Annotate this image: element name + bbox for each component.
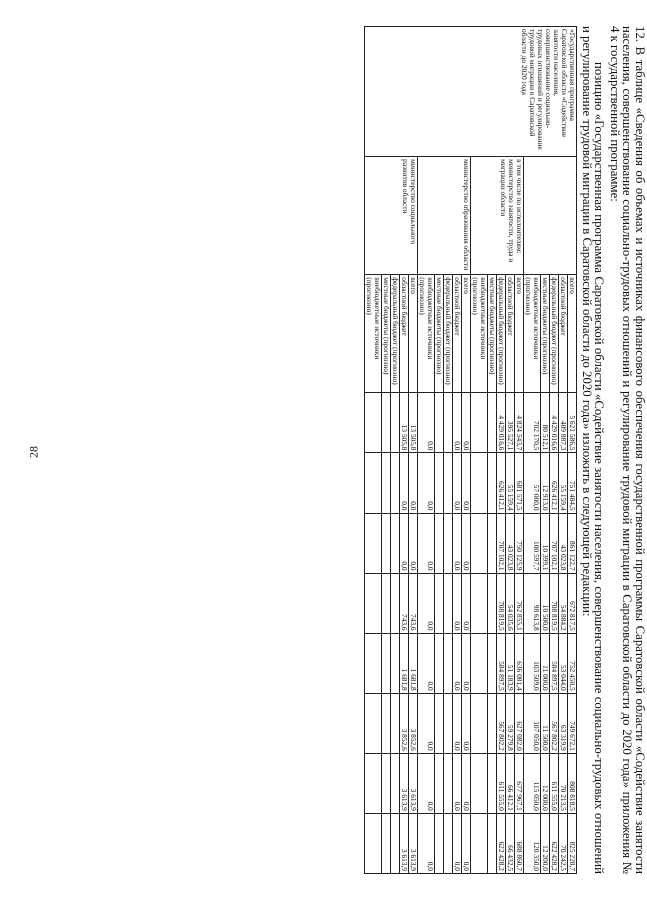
value-cell: 0,0: [462, 573, 471, 633]
value-cell: 707 102,1: [497, 513, 506, 573]
value-cell: [488, 813, 497, 873]
funding-source-cell: местные бюджеты (прогнозно): [435, 275, 444, 393]
value-cell: 10 500,0: [541, 573, 550, 633]
executor-name: министерство занятости, труда и миграции области: [499, 159, 517, 263]
value-cell: [365, 573, 382, 633]
value-cell: [444, 693, 453, 753]
funding-source-cell: внебюджетные источники (прогнозно): [418, 275, 435, 393]
value-cell: [471, 813, 488, 873]
value-cell: 0,0: [418, 453, 435, 513]
value-cell: 80 512,1: [541, 393, 550, 453]
value-cell: [471, 753, 488, 813]
value-cell: [471, 453, 488, 513]
value-cell: 115 050,0: [524, 753, 541, 813]
value-cell: 688 860,7: [515, 813, 524, 873]
financing-table: [364, 26, 577, 874]
value-cell: 5 621 586,5: [568, 393, 577, 453]
value-cell: 3 613,9: [400, 753, 409, 813]
program-name-cell: «Государственная программа Саратовской области «Содействие занятости населения, совершенствование социально-трудовых отношений и регулирование трудовой миграции в Саратовской области до 2020 года: [365, 27, 577, 157]
value-cell: 702 170,5: [524, 393, 541, 453]
value-cell: 43 023,8: [506, 513, 515, 573]
value-cell: 0,0: [409, 453, 418, 513]
value-cell: 743,6: [400, 573, 409, 633]
value-cell: 107 050,0: [524, 693, 541, 753]
value-cell: [365, 693, 382, 753]
value-cell: 0,0: [400, 453, 409, 513]
value-cell: [435, 573, 444, 633]
value-cell: 66 432,5: [506, 813, 515, 873]
value-cell: [488, 633, 497, 693]
value-cell: 4 429 016,6: [497, 393, 506, 453]
value-cell: 54 035,6: [506, 573, 515, 633]
funding-source-cell: внебюджетные источники (прогнозно): [471, 275, 488, 393]
value-cell: 672 817,5: [568, 573, 577, 633]
value-cell: 626 412,1: [550, 453, 559, 513]
value-cell: 762 855,1: [515, 573, 524, 633]
value-cell: [391, 453, 400, 513]
value-cell: [435, 453, 444, 513]
value-cell: 0,0: [418, 813, 435, 873]
value-cell: 0,0: [453, 393, 462, 453]
value-cell: 0,0: [462, 813, 471, 873]
value-cell: [382, 453, 391, 513]
value-cell: 743,6: [409, 573, 418, 633]
value-cell: 3 613,9: [400, 813, 409, 873]
value-cell: 636 081,4: [515, 633, 524, 693]
value-cell: 0,0: [462, 753, 471, 813]
value-cell: 0,0: [453, 633, 462, 693]
value-cell: [444, 753, 453, 813]
value-cell: 13 505,8: [400, 393, 409, 453]
value-cell: 0,0: [462, 393, 471, 453]
value-cell: 626 412,1: [497, 453, 506, 513]
value-cell: 752 450,5: [568, 633, 577, 693]
funding-source-cell: местные бюджеты (прогнозно): [488, 275, 497, 393]
value-cell: 120 350,0: [524, 813, 541, 873]
value-cell: 55 159,4: [559, 453, 568, 513]
value-cell: 622 428,2: [497, 813, 506, 873]
value-cell: 3 852,6: [400, 693, 409, 753]
value-cell: 567 802,2: [550, 693, 559, 753]
value-cell: 11 000,0: [541, 633, 550, 693]
value-cell: [444, 513, 453, 573]
value-cell: 0,0: [400, 513, 409, 573]
value-cell: 584 897,5: [497, 633, 506, 693]
value-cell: [382, 573, 391, 633]
funding-source-cell: федеральный бюджет (прогнозно): [391, 275, 400, 393]
value-cell: 4 824 543,7: [515, 393, 524, 453]
value-cell: 63 319,9: [559, 693, 568, 753]
value-cell: [444, 573, 453, 633]
value-cell: [444, 813, 453, 873]
value-cell: [382, 633, 391, 693]
value-cell: [488, 393, 497, 453]
value-cell: [471, 513, 488, 573]
funding-source-cell: внебюджетные источники (прогнозно): [524, 275, 541, 393]
value-cell: [382, 693, 391, 753]
value-cell: 11 500,0: [541, 693, 550, 753]
value-cell: 622 428,2: [550, 813, 559, 873]
value-cell: [382, 393, 391, 453]
value-cell: [435, 813, 444, 873]
value-cell: 825 220,7: [568, 813, 577, 873]
value-cell: 0,0: [462, 693, 471, 753]
value-cell: 707 102,1: [550, 513, 559, 573]
rotated-page-content: [141, 20, 646, 880]
value-cell: 57 000,0: [524, 453, 541, 513]
executor-cell: [471, 157, 524, 275]
value-cell: 0,0: [418, 513, 435, 573]
value-cell: 10 399,1: [541, 513, 550, 573]
funding-source-cell: областной бюджет: [453, 275, 462, 393]
value-cell: [488, 753, 497, 813]
funding-source-cell: федеральный бюджет (прогнозно): [444, 275, 453, 393]
funding-source-cell: областной бюджет: [506, 275, 515, 393]
value-cell: [382, 813, 391, 873]
value-cell: 3 613,9: [409, 753, 418, 813]
value-cell: 0,0: [453, 813, 462, 873]
value-cell: [382, 753, 391, 813]
value-cell: [365, 453, 382, 513]
value-cell: [391, 513, 400, 573]
value-cell: 409 887,3: [559, 393, 568, 453]
value-cell: 1 681,8: [400, 633, 409, 693]
value-cell: 51 183,9: [506, 633, 515, 693]
value-cell: [488, 693, 497, 753]
value-cell: 751 484,5: [568, 453, 577, 513]
value-cell: 70 213,5: [559, 753, 568, 813]
value-cell: [488, 573, 497, 633]
value-cell: 4 429 016,6: [550, 393, 559, 453]
intro-paragraph: 12. В таблице «Сведения об объемах и источниках финансового обеспечения государственной программы Саратовской области «Содействие занятости населения, совершенствование социально-трудовых отношений и регулирование трудовой миграции в Саратовской области до 2020 года» приложения № 4 к государственной программе:: [607, 26, 647, 874]
value-cell: 677 967,1: [515, 753, 524, 813]
value-cell: 0,0: [453, 753, 462, 813]
value-cell: 59 279,8: [506, 693, 515, 753]
value-cell: 98 613,8: [524, 573, 541, 633]
value-cell: [391, 393, 400, 453]
executor-cell: [365, 157, 418, 275]
value-cell: 584 897,5: [550, 633, 559, 693]
value-cell: 611 555,0: [497, 753, 506, 813]
value-cell: [365, 393, 382, 453]
value-cell: [365, 813, 382, 873]
table-row: [568, 27, 577, 874]
funding-source-cell: всего: [462, 275, 471, 393]
value-cell: [435, 633, 444, 693]
value-cell: 627 082,0: [515, 693, 524, 753]
value-cell: [391, 633, 400, 693]
value-cell: [391, 753, 400, 813]
value-cell: [391, 693, 400, 753]
value-cell: 53 044,0: [559, 633, 568, 693]
value-cell: 395 527,1: [506, 393, 515, 453]
intro-paragraph-2: позицию «Государственная программа Саратовской области «Содействие занятости населения, совершенствование социально-трудовых отношений и регулирование трудовой миграции в Саратовской области до 2020 года» изложить в следующей редакции:: [579, 26, 607, 874]
value-cell: [365, 753, 382, 813]
value-cell: [488, 513, 497, 573]
value-cell: 1 681,8: [409, 633, 418, 693]
executor-name: министерство образования области: [462, 159, 472, 271]
funding-source-cell: внебюджетные источники (прогнозно): [365, 275, 382, 393]
value-cell: 0,0: [462, 453, 471, 513]
value-cell: [471, 693, 488, 753]
value-cell: 749 672,1: [568, 693, 577, 753]
value-cell: [435, 513, 444, 573]
value-cell: 861 122,7: [568, 513, 577, 573]
value-cell: 66 412,1: [506, 753, 515, 813]
value-cell: 100 597,7: [524, 513, 541, 573]
value-cell: 0,0: [453, 693, 462, 753]
value-cell: [391, 573, 400, 633]
funding-source-cell: областной бюджет: [400, 275, 409, 393]
value-cell: 0,0: [418, 573, 435, 633]
value-cell: 12 000,0: [541, 753, 550, 813]
funding-source-cell: областной бюджет: [559, 275, 568, 393]
value-cell: 55 159,4: [506, 453, 515, 513]
value-cell: 0,0: [418, 393, 435, 453]
value-cell: 750 125,9: [515, 513, 524, 573]
funding-source-cell: федеральный бюджет (прогнозно): [497, 275, 506, 393]
value-cell: 567 802,2: [497, 693, 506, 753]
value-cell: 0,0: [453, 573, 462, 633]
value-cell: 0,0: [453, 513, 462, 573]
financing-table-body: [365, 27, 577, 874]
value-cell: [444, 633, 453, 693]
value-cell: 708 819,5: [497, 573, 506, 633]
executor-cell: [418, 157, 471, 275]
value-cell: 0,0: [418, 753, 435, 813]
value-cell: [382, 513, 391, 573]
value-cell: 681 571,5: [515, 453, 524, 513]
value-cell: 0,0: [462, 633, 471, 693]
value-cell: [471, 393, 488, 453]
value-cell: [471, 633, 488, 693]
funding-source-cell: всего: [515, 275, 524, 393]
value-cell: [435, 393, 444, 453]
value-cell: [488, 453, 497, 513]
value-cell: [435, 693, 444, 753]
value-cell: 611 555,0: [550, 753, 559, 813]
value-cell: 70 242,5: [559, 813, 568, 873]
value-cell: 13 505,8: [409, 393, 418, 453]
value-cell: 0,0: [418, 633, 435, 693]
value-cell: [435, 753, 444, 813]
funding-source-cell: всего: [409, 275, 418, 393]
value-cell: 808 818,5: [568, 753, 577, 813]
value-cell: 103 509,0: [524, 633, 541, 693]
value-cell: 3 613,9: [409, 813, 418, 873]
value-cell: 3 852,6: [409, 693, 418, 753]
blank-cell: [524, 157, 577, 275]
in-that-number-label: в том числе по исполнителям:: [515, 159, 525, 254]
value-cell: [471, 573, 488, 633]
value-cell: [365, 633, 382, 693]
value-cell: 0,0: [418, 693, 435, 753]
value-cell: 0,0: [462, 513, 471, 573]
value-cell: [444, 393, 453, 453]
value-cell: 12 913,0: [541, 453, 550, 513]
funding-source-cell: местные бюджеты (прогнозно): [541, 275, 550, 393]
value-cell: 0,0: [409, 513, 418, 573]
value-cell: 54 884,2: [559, 573, 568, 633]
funding-source-cell: всего: [568, 275, 577, 393]
value-cell: [365, 513, 382, 573]
value-cell: [391, 813, 400, 873]
value-cell: 0,0: [453, 453, 462, 513]
value-cell: 12 200,0: [541, 813, 550, 873]
value-cell: 708 819,5: [550, 573, 559, 633]
executor-name: министерство социального развития области: [401, 159, 419, 245]
value-cell: [444, 453, 453, 513]
funding-source-cell: федеральный бюджет (прогнозно): [550, 275, 559, 393]
page-number: 28: [26, 446, 41, 458]
value-cell: 43 023,8: [559, 513, 568, 573]
funding-source-cell: местные бюджеты (прогнозно): [382, 275, 391, 393]
